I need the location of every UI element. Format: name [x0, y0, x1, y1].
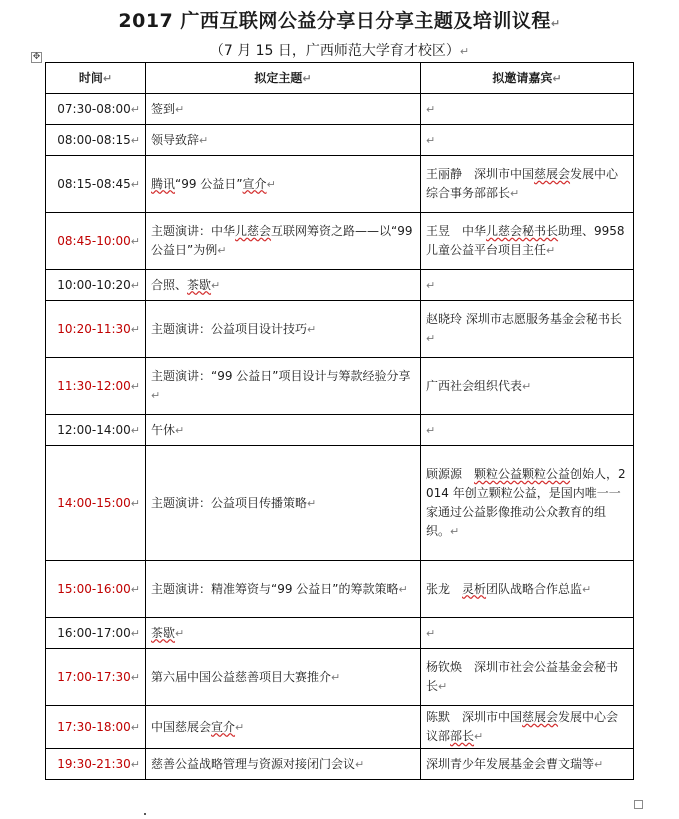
cell-text: 合照、茶歇: [151, 277, 212, 292]
cell-text: 深圳青少年发展基金会曹文瑞等: [426, 756, 595, 771]
guest-cell: [421, 446, 634, 561]
paragraph-mark: ↵: [217, 244, 227, 257]
cell-text: 主题演讲：公益项目传播策略: [151, 495, 308, 510]
cell-text: 王昱 中华儿慈会秘书长助理、9958 儿童公益平台项目主任: [426, 224, 625, 257]
table-row: [46, 301, 634, 358]
topic-cell: [146, 446, 421, 561]
time-text: 08:00-08:15: [57, 132, 131, 147]
cell-text: 主题演讲：精准筹资与“99 公益日”的筹款策略: [151, 581, 399, 596]
paragraph-mark: ↵: [546, 244, 556, 257]
guest-cell: [421, 649, 634, 706]
time-cell: [46, 94, 146, 125]
paragraph-mark: ↵: [426, 423, 436, 437]
time-text: 14:00-15:00: [57, 495, 131, 510]
table-row: [46, 446, 634, 561]
guest-cell: [421, 301, 634, 358]
paragraph-mark: ↵: [130, 322, 140, 336]
paragraph-mark: ↵: [550, 17, 561, 30]
paragraph-mark: ↵: [331, 670, 341, 684]
paragraph-mark: ↵: [426, 626, 436, 640]
paragraph-mark: ↵: [130, 278, 140, 292]
paragraph-mark: ↵: [438, 680, 448, 693]
header-guest: 拟邀请嘉宾↵: [421, 63, 634, 94]
table-row: [46, 415, 634, 446]
time-cell: [46, 125, 146, 156]
guest-cell: [421, 415, 634, 446]
cell-text: 张龙 灵析团队战略合作总监: [426, 581, 583, 596]
topic-cell: [146, 270, 421, 301]
paragraph-mark: ↵: [130, 423, 140, 437]
paragraph-mark: ↵: [266, 177, 276, 191]
time-cell: [46, 649, 146, 706]
guest-cell: [421, 618, 634, 649]
cell-text: 陈默 深圳市中国慈展会发展中心会议部部长: [426, 710, 619, 743]
time-cell: [46, 156, 146, 213]
cell-text: 赵晓玲 深圳市志愿服务基金会秘书长: [426, 312, 622, 326]
table-row: [46, 270, 634, 301]
paragraph-mark: ↵: [426, 133, 436, 147]
time-cell: [46, 706, 146, 749]
paragraph-mark: ↵: [130, 720, 140, 734]
paragraph-mark: ↵: [474, 730, 484, 743]
guest-cell: [421, 749, 634, 780]
time-text: 19:30-21:30: [57, 756, 131, 771]
paragraph-mark: ↵: [130, 582, 140, 596]
table-row: [46, 358, 634, 415]
topic-cell: [146, 618, 421, 649]
table-row: [46, 706, 634, 749]
cell-text: 领导致辞: [151, 132, 200, 147]
cell-text: 午休: [151, 422, 176, 437]
time-cell: [46, 270, 146, 301]
cell-text: 杨钦焕 深圳市社会公益基金会秘书长: [426, 660, 619, 693]
paragraph-mark: ↵: [199, 133, 209, 147]
time-text: 17:30-18:00: [57, 719, 131, 734]
topic-cell: [146, 213, 421, 270]
table-row: [46, 649, 634, 706]
time-text: 10:00-10:20: [57, 277, 131, 292]
table-row: [46, 94, 634, 125]
time-cell: [46, 618, 146, 649]
time-cell: [46, 415, 146, 446]
topic-cell: [146, 125, 421, 156]
paragraph-mark: ↵: [522, 379, 532, 393]
cell-text: 慈善公益战略管理与资源对接闭门会议: [151, 756, 356, 771]
paragraph-mark: ↵: [398, 582, 408, 596]
paragraph-mark: ↵: [130, 496, 140, 510]
document-title-text: 2017 广西互联网公益分享日分享主题及培训议程: [118, 10, 551, 32]
topic-cell: [146, 358, 421, 415]
time-cell: [46, 446, 146, 561]
cell-text: 主题演讲：中华儿慈会互联网筹资之路——以“99 公益日”为例: [151, 224, 413, 257]
cell-text: 王丽静 深圳市中国慈展会发展中心综合事务部部长: [426, 167, 619, 200]
topic-cell: [146, 561, 421, 618]
time-text: 08:45-10:00: [57, 233, 131, 248]
paragraph-mark: ↵: [175, 423, 185, 437]
cell-text: 茶歇: [151, 625, 176, 640]
guest-cell: [421, 358, 634, 415]
paragraph-mark: ↵: [582, 582, 592, 596]
table-header-row: [46, 63, 634, 94]
paragraph-mark: ↵: [151, 389, 161, 402]
paragraph-mark: ↵: [426, 332, 436, 345]
time-cell: [46, 213, 146, 270]
time-text: 15:00-16:00: [57, 581, 131, 596]
topic-cell: [146, 94, 421, 125]
document-subtitle-text: （7 月 15 日，广西师范大学育才校区）: [209, 43, 460, 59]
cell-text: 第六届中国公益慈善项目大赛推介: [151, 669, 332, 684]
paragraph-mark: ↵: [130, 757, 140, 771]
time-text: 12:00-14:00: [57, 422, 131, 437]
paragraph-mark: ↵: [307, 322, 317, 336]
cell-text: 顾源源 颗粒公益颗粒公益创始人，2014 年创立颗粒公益，是国内唯一一家通过公益影像推动公众教育的组织。: [426, 467, 626, 538]
paragraph-mark: ↵: [459, 45, 470, 58]
table-row: [46, 749, 634, 780]
header-topic: 拟定主题↵: [146, 63, 421, 94]
time-cell: [46, 749, 146, 780]
guest-cell: [421, 270, 634, 301]
paragraph-mark: ↵: [510, 187, 520, 200]
paragraph-mark: ↵: [426, 278, 436, 292]
document-title: [0, 6, 679, 33]
topic-cell: [146, 649, 421, 706]
paragraph-mark: ↵: [130, 133, 140, 147]
cell-text: 腾讯“99 公益日”宣介: [151, 176, 267, 191]
table-row: [46, 561, 634, 618]
guest-cell: [421, 561, 634, 618]
paragraph-mark: ↵: [594, 757, 604, 771]
table-row: [46, 125, 634, 156]
paragraph-mark: ↵: [130, 234, 140, 248]
topic-cell: [146, 156, 421, 213]
guest-cell: [421, 94, 634, 125]
paragraph-mark: ↵: [450, 525, 460, 538]
cell-text: 广西社会组织代表: [426, 378, 523, 393]
guest-cell: [421, 706, 634, 749]
paragraph-mark: ↵: [130, 670, 140, 684]
time-cell: [46, 358, 146, 415]
table-row: [46, 213, 634, 270]
cell-text: 主题演讲：公益项目设计技巧: [151, 321, 308, 336]
guest-cell: [421, 125, 634, 156]
paragraph-mark: ↵: [130, 177, 140, 191]
paragraph-mark: ↵: [211, 278, 221, 292]
paragraph-mark: ↵: [307, 496, 317, 510]
time-text: 10:20-11:30: [57, 321, 131, 336]
table-row: [46, 156, 634, 213]
paragraph-mark: ↵: [130, 102, 140, 116]
time-text: 11:30-12:00: [57, 378, 131, 393]
time-cell: [46, 301, 146, 358]
guest-cell: [421, 156, 634, 213]
cursor-dot: [144, 813, 146, 815]
topic-cell: [146, 706, 421, 749]
cell-text: 主题演讲：“99 公益日”项目设计与筹款经验分享: [151, 369, 411, 383]
time-text: 08:15-08:45: [57, 176, 131, 191]
table-row: [46, 618, 634, 649]
topic-cell: [146, 415, 421, 446]
cell-text: 签到: [151, 101, 176, 116]
paragraph-mark: ↵: [426, 102, 436, 116]
table-move-handle-icon[interactable]: ✥: [32, 52, 41, 62]
paragraph-mark: ↵: [175, 102, 185, 116]
time-cell: [46, 561, 146, 618]
paragraph-mark: ↵: [130, 626, 140, 640]
header-time: 时间↵: [46, 63, 146, 94]
guest-cell: [421, 213, 634, 270]
time-text: 16:00-17:00: [57, 625, 131, 640]
document-subtitle: [0, 40, 679, 60]
paragraph-mark: ↵: [175, 626, 185, 640]
time-text: 07:30-08:00: [57, 101, 131, 116]
table-resize-handle[interactable]: [634, 800, 643, 809]
cell-text: 中国慈展会宣介: [151, 719, 236, 734]
topic-cell: [146, 749, 421, 780]
schedule-table: [45, 62, 634, 780]
paragraph-mark: ↵: [235, 720, 245, 734]
topic-cell: [146, 301, 421, 358]
paragraph-mark: ↵: [130, 379, 140, 393]
paragraph-mark: ↵: [355, 757, 365, 771]
time-text: 17:00-17:30: [57, 669, 131, 684]
